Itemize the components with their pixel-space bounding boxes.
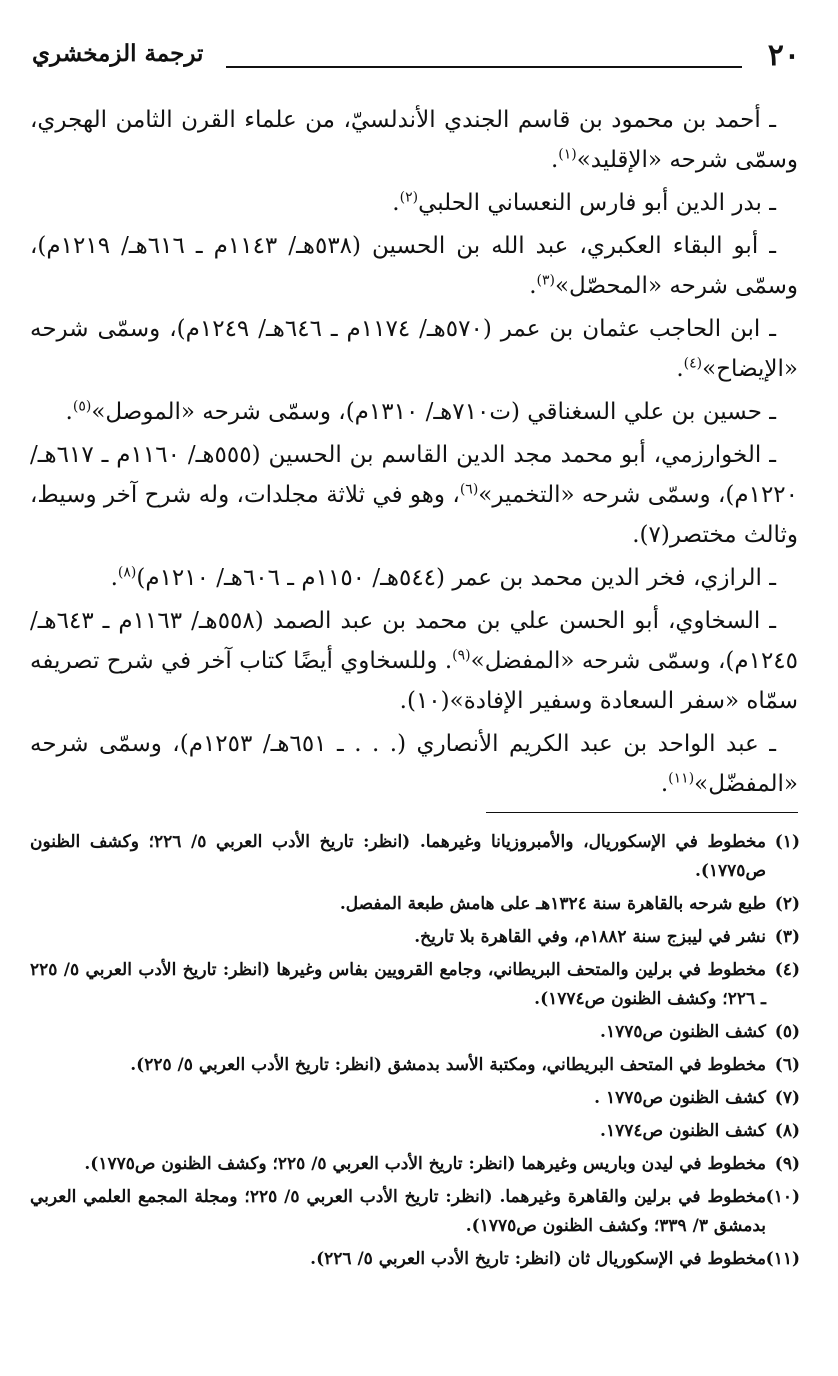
- entry-9: ـ عبد الواحد بن عبد الكريم الأنصاري (. . . ـ ٦٥١هـ/ ١٢٥٣م)، وسمّى شرحه «المفضّل»$^{(١١)}$.: [30, 731, 798, 797]
- running-title: ترجمة الزمخشري: [32, 40, 204, 67]
- footnote-ref: (٥): [72, 398, 92, 415]
- footnote-4: (٤)مخطوط في برلين والمتحف البريطاني، وجامع القرويين بفاس وغيرها (انظر: تاريخ الأدب العربي ٥/ ٢٢٥ ـ ٢٢٦؛ وكشف الظنون ص١٧٧٤).: [30, 960, 800, 1009]
- footnotes: [30, 828, 800, 1278]
- footnote-5: (٥)كشف الظنون ص١٧٧٥.: [600, 1022, 800, 1042]
- footnote-separator: [486, 812, 798, 813]
- footnote-ref: (٢): [399, 189, 419, 206]
- entry-5: ـ حسين بن علي السغناقي (ت٧١٠هـ/ ١٣١٠م)، وسمّى شرحه «الموصل»$^{(٥)}$.: [65, 398, 776, 425]
- footnote-ref: (١١): [668, 770, 695, 787]
- footnote-7: (٧)كشف الظنون ص١٧٧٥ .: [594, 1088, 800, 1108]
- entry-1: ـ أحمد بن محمود بن قاسم الجندي الأندلسيّ، من علماء القرن الثامن الهجري، وسمّى شرحه «الإقليد»$^{(١)}$.: [30, 107, 798, 173]
- footnote-2: (٢)طبع شرحه بالقاهرة سنة ١٣٢٤هـ على هامش طبعة المفصل.: [339, 894, 800, 914]
- entry-4: ـ ابن الحاجب عثمان بن عمر (٥٧٠هـ/ ١١٧٤م ـ ٦٤٦هـ/ ١٢٤٩م)، وسمّى شرحه «الإيضاح»$^{(٤)}$.: [30, 316, 798, 382]
- entry-3: ـ أبو البقاء العكبري، عبد الله بن الحسين (٥٣٨هـ/ ١١٤٣م ـ ٦١٦هـ/ ١٢١٩م)، وسمّى شرحه «المحصّل»$^{(٣)}$.: [30, 233, 798, 299]
- footnote-ref: (١): [558, 146, 577, 163]
- page-header: [30, 38, 808, 78]
- entry-6: ـ الخوارزمي، أبو محمد مجد الدين القاسم بن الحسين (٥٥٥هـ/ ١١٦٠م ـ ٦١٧هـ/ ١٢٢٠م)، وسمّى شرحه «التخمير»$^{(٦)}$، وهو في ثلاثة مجلدات، وله شرح آخر وسيط، وثالث مختصر(٧).: [30, 442, 799, 548]
- main-text: [30, 100, 798, 807]
- footnote-ref: (٣): [536, 272, 555, 289]
- footnote-6: (٦)مخطوط في المتحف البريطاني، ومكتبة الأسد بدمشق (انظر: تاريخ الأدب العربي ٥/ ٢٢٥).: [130, 1055, 800, 1075]
- entry-8: ـ السخاوي، أبو الحسن علي بن محمد بن عبد الصمد (٥٥٨هـ/ ١١٦٣م ـ ٦٤٣هـ/ ١٢٤٥م)، وسمّى شرحه «المفضل»$^{(٩)}$. وللسخاوي أيضًا كتاب آخر في شرح تصريفه سمّاه «سفر السعادة وسفير الإفادة»(١٠).: [30, 608, 799, 714]
- footnote-8: (٨)كشف الظنون ص١٧٧٤.: [600, 1121, 800, 1141]
- footnote-ref: (٨): [117, 564, 137, 581]
- footnote-3: (٣)نشر في ليبزج سنة ١٨٨٢م، وفي القاهرة بلا تاريخ.: [414, 927, 800, 947]
- footnote-ref: (٩): [452, 647, 471, 664]
- footnote-1: (١)مخطوط في الإسكوريال، والأمبروزيانا وغيرهما. (انظر: تاريخ الأدب العربي ٥/ ٢٢٦؛ وكشف الظنون ص١٧٧٥).: [30, 832, 800, 881]
- header-rule: [226, 66, 742, 68]
- footnote-11: (١١)مخطوط في الإسكوريال ثان (انظر: تاريخ الأدب العربي ٥/ ٢٢٦).: [310, 1249, 800, 1269]
- footnote-9: (٩)مخطوط في ليدن وباريس وغيرهما (انظر: تاريخ الأدب العربي ٥/ ٢٢٥؛ وكشف الظنون ص١٧٧٥).: [84, 1154, 800, 1174]
- footnote-10: (١٠)مخطوط في برلين والقاهرة وغيرهما. (انظر: تاريخ الأدب العربي ٥/ ٢٢٥؛ ومجلة المجمع العلمي العربي بدمشق ٣/ ٣٣٩؛ وكشف الظنون ص١٧٧٥).: [30, 1187, 800, 1236]
- entry-7: ـ الرازي، فخر الدين محمد بن عمر (٥٤٤هـ/ ١١٥٠م ـ ٦٠٦هـ/ ١٢١٠م)$^{(٨)}$.: [110, 564, 776, 591]
- footnote-ref: (٤): [683, 355, 703, 372]
- page-number: ٢٠: [767, 38, 800, 73]
- footnote-ref: (٦): [459, 481, 479, 498]
- entry-2: ـ بدر الدين أبو فارس النعساني الحلبي$^{(٢)}$.: [392, 189, 776, 216]
